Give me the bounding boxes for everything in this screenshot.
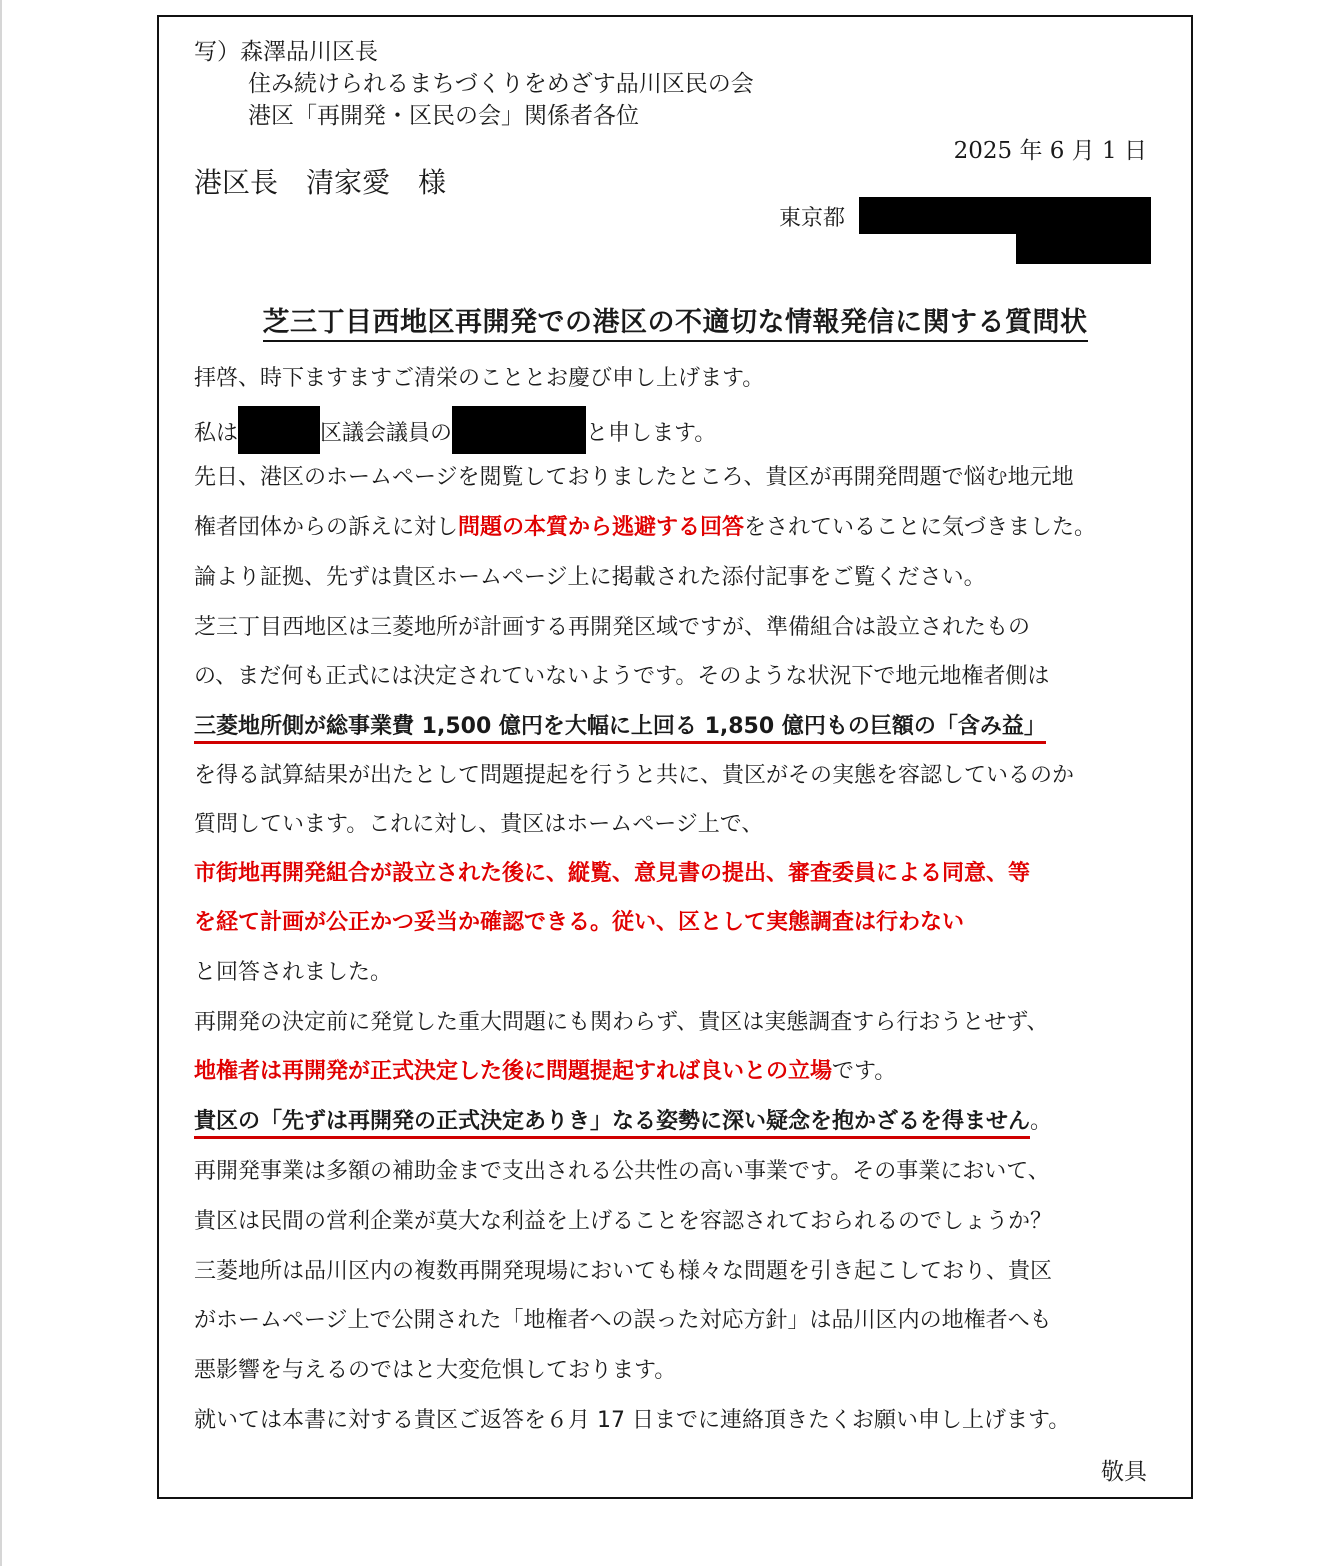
body-line-15-end: です。 — [832, 1059, 897, 1084]
body-line-7: の、まだ何も正式には決定されていないようです。そのような状況下で地元地権者側は — [194, 664, 1050, 689]
highlight-evasive-answer: 問題の本質から逃避する回答 — [458, 515, 745, 540]
body-line-20: がホームページ上で公開された「地権者への誤った対応方針」は品川区内の地権者へも — [194, 1308, 1052, 1333]
body-line-1: 拝啓、時下ますますご清栄のこととお慶び申し上げます。 — [194, 366, 765, 391]
closing-keigu: 敬具 — [1101, 1459, 1147, 1485]
council-member-name-redaction — [452, 406, 586, 454]
cc-prefix: 写） — [194, 39, 240, 65]
addressee: 港区長 清家愛 様 — [194, 166, 447, 199]
body-line-2 — [194, 414, 716, 454]
body-line-4-end: をされていることに気づきました。 — [744, 515, 1097, 540]
highlight-deep-doubt: 貴区の「先ずは再開発の正式決定ありき」なる姿勢に深い疑念を抱かざるを得ません — [194, 1109, 1030, 1139]
body-line-6: 芝三丁目西地区は三菱地所が計画する再開発区域ですが、準備組合は設立されたもの — [194, 615, 1031, 640]
body-line-2-mid: 区議会議員の — [320, 421, 453, 446]
body-line-4-start: 権者団体からの訴えに対し — [194, 515, 459, 540]
document-title: 芝三丁目西地区再開発での港区の不適切な情報発信に関する質問状 — [159, 300, 1191, 339]
body-line-5: 論より証拠、先ずは貴区ホームページ上に掲載された添付記事をご覧ください。 — [194, 565, 986, 590]
cc-line-1 — [194, 33, 378, 66]
highlight-hidden-profit: 三菱地所側が総事業費 1,500 億円を大幅に上回る 1,850 億円もの巨額の「含み益」 — [194, 714, 1046, 744]
body-line-17: 再開発事業は多額の補助金まで支出される公共性の高い事業です。その事業において、 — [194, 1159, 1050, 1184]
sender-address-prefix: 東京都 — [779, 206, 846, 231]
body-line-2-start: 私は — [194, 421, 239, 446]
letter-date: 2025 年 6 月 1 日 — [953, 138, 1147, 164]
body-line-14: 再開発の決定前に発覚した重大問題にも関わらず、貴区は実態調査すら行おうとせず、 — [194, 1010, 1049, 1035]
body-line-16 — [194, 1107, 1052, 1137]
body-line-18: 貴区は民間の営利企業が莫大な利益を上げることを容認されておられるのでしょうか？ — [194, 1209, 1053, 1234]
body-line-15 — [194, 1057, 896, 1087]
body-line-9: を得る試算結果が出たとして問題提起を行うと共に、貴区がその実態を容認しているのか — [194, 763, 1075, 788]
quote-ward-answer-1: 市街地再開発組合が設立された後に、縦覧、意見書の提出、審査委員による同意、等 — [194, 861, 1031, 886]
body-line-8 — [194, 712, 1046, 742]
highlight-ward-position: 地権者は再開発が正式決定した後に問題提起すれば良いとの立場 — [194, 1059, 833, 1084]
body-line-22: 就いては本書に対する貴区ご返答を６月 17 日までに連絡頂きたくお願い申し上げます。 — [194, 1408, 1071, 1433]
letter-page — [157, 15, 1193, 1499]
body-line-4 — [194, 513, 1096, 543]
cc-recipient-3: 港区「再開発・区民の会」関係者各位 — [248, 103, 639, 129]
sender-redaction-2 — [1016, 227, 1151, 264]
body-line-3: 先日、港区のホームページを閲覧しておりましたところ、貴区が再開発問題で悩む地元地 — [194, 465, 1074, 490]
quote-ward-answer-2: を経て計画が公正かつ妥当か確認できる。従い、区として実態調査は行わない — [194, 910, 965, 935]
cc-recipient-2: 住み続けられるまちづくりをめざす品川区民の会 — [248, 71, 754, 97]
page-left-edge — [0, 0, 2, 1566]
cc-recipient-1: 森澤品川区長 — [240, 39, 378, 65]
body-line-16-end: 。 — [1030, 1109, 1053, 1134]
body-line-2-end: と申します。 — [586, 421, 717, 446]
ward-name-redaction — [238, 406, 320, 454]
body-line-10: 質問しています。これに対し、貴区はホームページ上で、 — [194, 812, 764, 837]
body-line-13: と回答されました。 — [194, 960, 393, 985]
body-line-21: 悪影響を与えるのではと大変危惧しております。 — [194, 1358, 677, 1383]
body-line-19: 三菱地所は品川区内の複数再開発現場においても様々な問題を引き起こしており、貴区 — [194, 1259, 1053, 1284]
